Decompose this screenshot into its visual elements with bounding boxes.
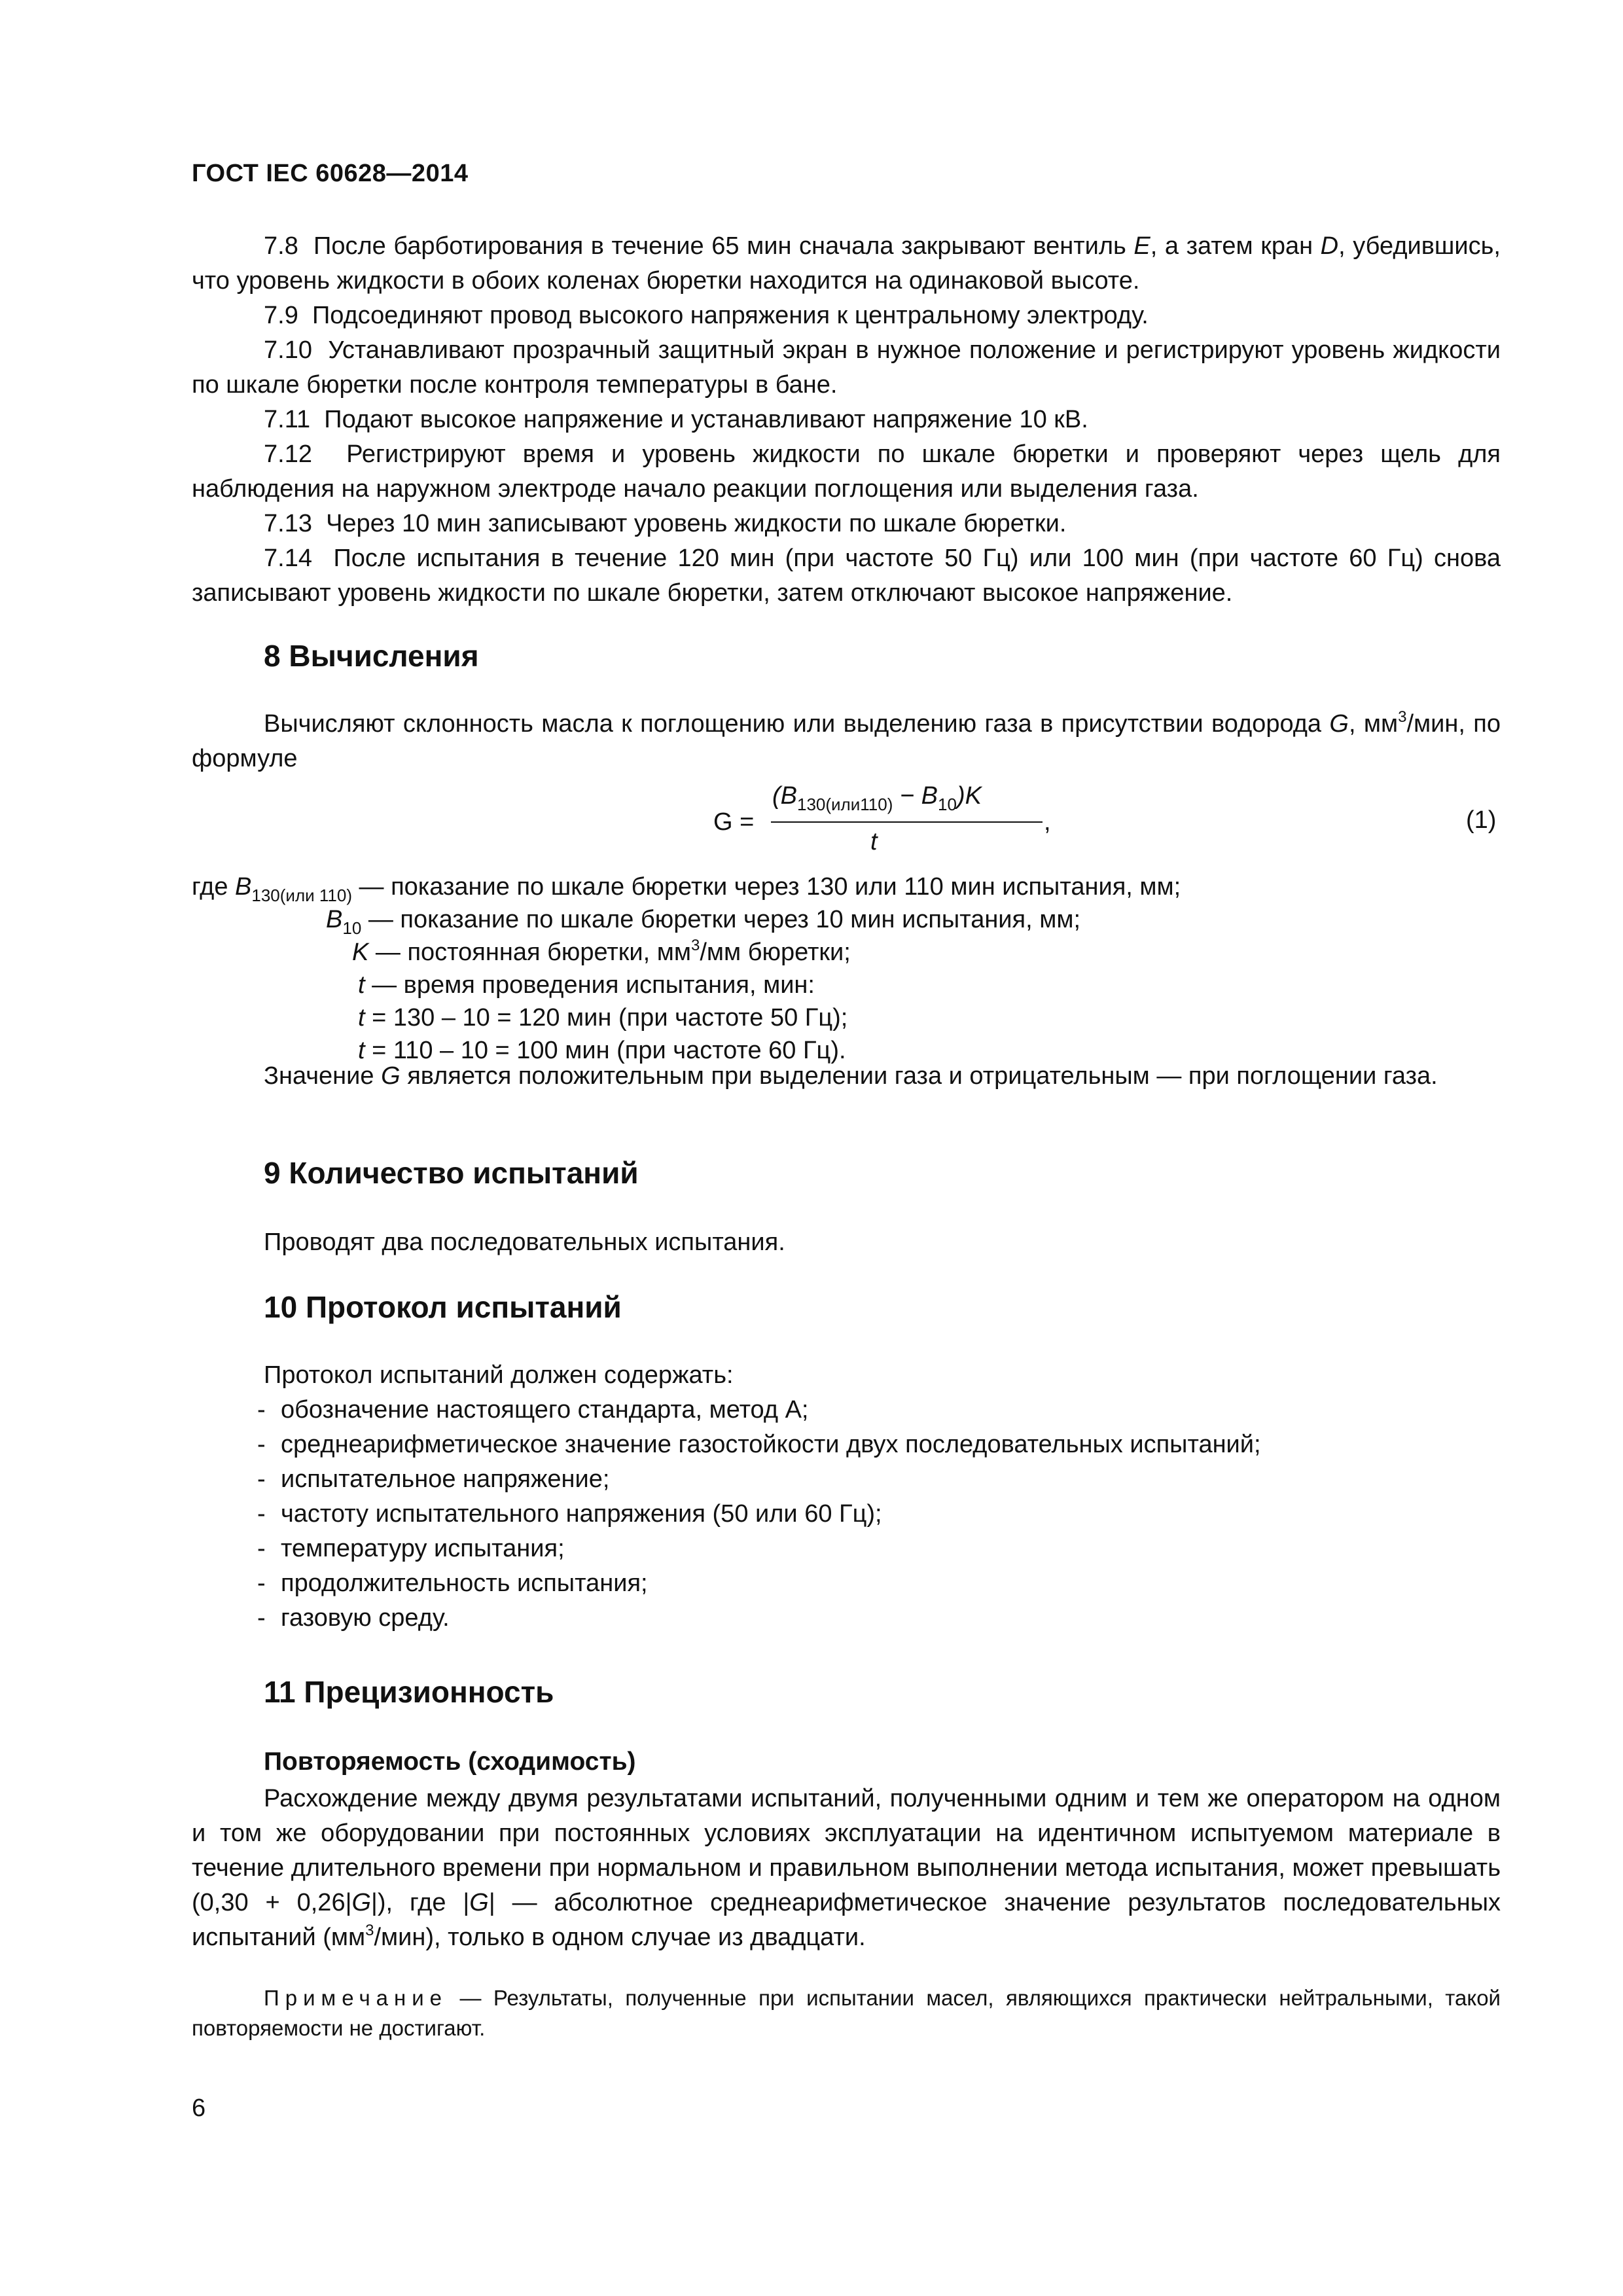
list-item: - испытательное напряжение;	[257, 1465, 610, 1493]
formula-denominator: t	[870, 828, 878, 855]
list-item: - частоту испытательного напряжения (50 или 60 Гц);	[257, 1500, 882, 1528]
protocol-list	[257, 1393, 1261, 1636]
step-7-9: 7.9 Подсоединяют провод высокого напряжения к центральному электроду.	[264, 302, 1149, 329]
formula-lhs: G =	[713, 808, 755, 836]
section-8-meaning: Значение G является положительным при выделении газа и отрицательным — при поглощении газа.	[264, 1062, 1438, 1090]
fraction-bar	[771, 821, 1043, 823]
legend-t-50hz: t = 130 – 10 = 120 мин (при частоте 50 Гц);	[358, 1004, 848, 1031]
step-7-12: 7.12 Регистрируют время и уровень жидкости по шкале бюретки и проверяют через щель для наблюдения на наружном электроде начало реакции поглощения или выделения газа.	[192, 440, 1501, 503]
list-item: - обозначение настоящего стандарта, метод А;	[257, 1396, 809, 1424]
list-item: - среднеарифметическое значение газостойкости двух последовательных испытаний;	[257, 1431, 1261, 1458]
step-7-11: 7.11 Подают высокое напряжение и устанавливают напряжение 10 кВ.	[264, 406, 1088, 433]
formula-number: (1)	[1466, 806, 1497, 834]
legend-k: K — постоянная бюретки, $мм^3/мм$ бюретки;	[352, 937, 851, 966]
page-number: 6	[192, 2094, 206, 2122]
legend-b130: где $B_{130(или 110)}$ — показание по шкале бюретки через 130 или 110 мин испытания, мм;	[192, 873, 1181, 905]
legend-b10: $B_{10}$ — показание по шкале бюретки через 10 мин испытания, мм;	[326, 906, 1081, 938]
formula-legend	[192, 870, 1181, 1067]
step-7-8: 7.8 После барботирования в течение 65 мин сначала закрывают вентиль E, а затем кран D, убедившись, что уровень жидкости в обоих коленах бюретки находится на одинаковой высоте.	[192, 232, 1501, 295]
section-9-text: Проводят два последовательных испытания.	[264, 1229, 785, 1256]
section-10-title: 10 Протокол испытаний	[264, 1290, 622, 1324]
step-7-13: 7.13 Через 10 мин записывают уровень жидкости по шкале бюретки.	[264, 510, 1067, 537]
list-item: - газовую среду.	[257, 1604, 450, 1632]
section-11-subtitle: Повторяемость (сходимость)	[264, 1748, 636, 1776]
section-8-title: 8 Вычисления	[264, 639, 479, 673]
list-item: - температуру испытания;	[257, 1535, 565, 1562]
formula-1: G = $(B_{130(или110)} - B_{10})K$ t ,	[713, 782, 1051, 855]
formula-numerator: $(B_{130(или110)} - B_{10})K$	[772, 782, 982, 814]
step-7-14: 7.14 После испытания в течение 120 мин (при частоте 50 Гц) или 100 мин (при частоте 60 Гц) снова записывают уровень жидкости по шкале бюретки, затем отключают высокое напряжение.	[192, 545, 1501, 607]
section-8-intro: Вычисляют склонность масла к поглощению или выделению газа в присутствии водорода G, $мм^3$/мин, по формуле	[192, 708, 1501, 772]
standard-header: ГОСТ IEC 60628—2014	[192, 160, 469, 187]
section-9-title: 9 Количество испытаний	[264, 1156, 639, 1190]
note: Примечание — Результаты, полученные при испытании масел, являющихся практически нейтральными, такой повторяемости не достигают.	[192, 1986, 1501, 2040]
list-item: - продолжительность испытания;	[257, 1570, 648, 1597]
section-11-title: 11 Прецизионность	[264, 1675, 554, 1709]
step-7-10: 7.10 Устанавливают прозрачный защитный экран в нужное положение и регистрируют уровень жидкости по шкале бюретки после контроля температуры в бане.	[192, 336, 1501, 399]
note-label: Примечание	[264, 1986, 448, 2010]
steps-block	[192, 229, 1501, 611]
legend-t: t — время проведения испытания, мин:	[358, 971, 815, 999]
legend-t-60hz: t = 110 – 10 = 100 мин (при частоте 60 Гц).	[358, 1037, 846, 1064]
section-10-intro: Протокол испытаний должен содержать:	[264, 1361, 734, 1389]
section-11-text: Расхождение между двумя результатами испытаний, полученными одним и тем же оператором на одном и том же оборудовании при постоянных условиях эксплуатации на идентичном испытуемом материале в течение длительного времени при нормальном и правильном выполнении метода испытания, может превышать (0,30 + 0,26|G|), где |G| — абсолютное среднеарифметическое значение результатов последовательных испытаний $(мм^3/мин)$, только в одном случае из двадцати.	[192, 1785, 1501, 1951]
